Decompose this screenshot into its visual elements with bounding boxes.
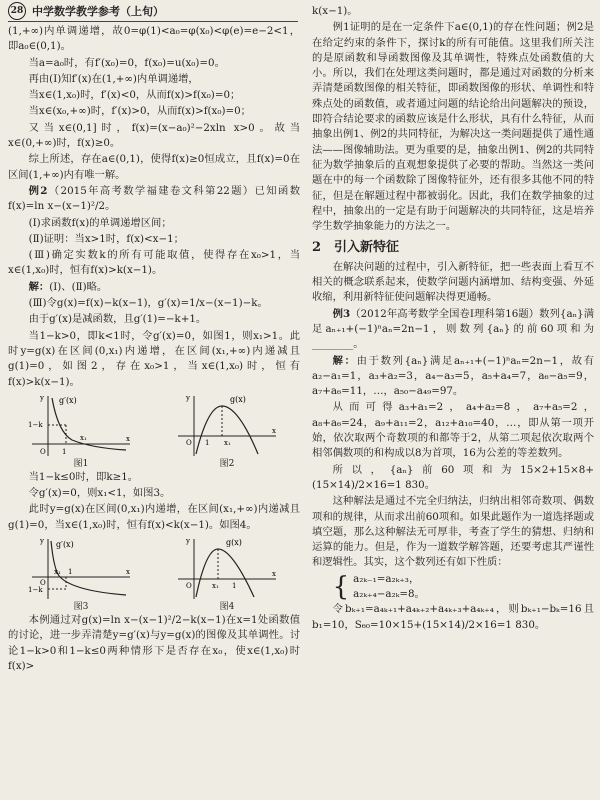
solution-start — [8, 280, 300, 295]
figure-1-tick: 1−k — [28, 420, 43, 429]
example-2-label: 例2 — [28, 184, 48, 197]
figure-4-one: 1 — [232, 582, 237, 591]
left-para: 此时y=g(x)在区间(0,x₁)内递增，在区间(x₁,+∞)内递减且g(1)=0，当x∈(1,x₀)时，恒有f(x)<k(x−1)。如图4。 — [8, 503, 300, 531]
figure-1-yaxis: y — [40, 393, 44, 402]
figure-3-graph — [26, 535, 136, 601]
right-para: 令bₖ₊₁=a₄ₖ₊₁+a₄ₖ₊₂+a₄ₖ₊₃+a₄ₖ₊₄，则bₖ₊₁−bₖ=16且b₁=10，S₆₀=10×15+(15×14)/2×16=1 830。 — [312, 603, 594, 631]
left-para: 再由(Ⅰ)知f′(x)在(1,+∞)内单调递增， — [28, 72, 199, 85]
example-3-label: 例3 — [332, 307, 351, 320]
example-2 — [8, 184, 300, 215]
figure-1-xaxis: x — [126, 434, 130, 443]
figure-row-1 — [8, 392, 300, 470]
equation-lines — [353, 572, 425, 603]
right-para: 在解决问题的过程中，引入新特征，把一些表面上看互不相关的概念联系起来，使数学问题内涵增加、结构变强、外延收缩，利用新特征使问题解决得更通畅。 — [312, 260, 594, 304]
brace-symbol: { — [332, 571, 350, 602]
figure-3-one: 1 — [68, 568, 73, 577]
figure-4-ylabel: g(x) — [226, 538, 242, 548]
right-para: 所以，{aₙ}前60项和为15×2+15×8+(15×14)/2×16=1 830。 — [312, 463, 594, 491]
solution-3-text: 由于数列{aₙ}满足aₙ₊₁+(−1)ⁿaₙ=2n−1，故有a₂−a₁=1，a₃+a₂=3，a₄−a₃=5，a₅+a₄=7，a₆−a₅=9，a₇+a₆=11，…，a₅₀−a₄₉=97。 — [312, 354, 595, 398]
right-para: 例1证明的是在一定条件下a∈(0,1)的存在性问题；例2是在给定约束的条件下，探讨k的所有可能值。这里我们所关注的是原函数和导函数图像及其单调性，特殊点处函数值的大小。所以，我们在处理这类问题时，都是通过对函数的分析来弄清楚函数图像的相关特征，即函数图像的形状、单调性和特殊点处的函数值，或者通过问题的结论给出问题解决的预设，即符合结论要求的函数应该是什么形状，具有什么特征，从而抽象出例1、例2的共同特征，为解决这一类问题提供了通性通法——图像辅助法。更为重要的是，抽象出例1、例2的共同特征为数学抽象后的直观想象提供了必要的帮助。当然这一类问题在中的每一个函数除了图像特征外，还有很多其他不同的特征，但是在解题过程中都被弱化。因此，我们在数学抽象的过程中，抽象出的一定是有助于问题解决的共同特征，这是培养学生数学抽象能力的方法之一。 — [312, 21, 594, 233]
example-3 — [312, 307, 594, 353]
left-para-last: 本例通过对g(x)=ln x−(x−1)²/2−k(x−1)在x=1处函数值的讨论，进一步弄清楚y=g′(x)与y=g(x)的图像及其单调性。讨论1−k>0和1−k≤0两种情形下是否存在x₀，使x∈(1,x₀)时f(x)> — [8, 614, 300, 672]
figure-2-caption: 图2 — [219, 458, 235, 469]
left-para: 令g′(x)=0，则x₁<1，如图3。 — [28, 487, 171, 500]
figure-3-xaxis: x — [126, 568, 130, 577]
figure-4-graph — [172, 535, 282, 601]
figure-2-xaxis: x — [272, 426, 276, 435]
figure-1-caption: 图1 — [73, 458, 89, 469]
figure-2-graph — [172, 392, 282, 458]
figure-4-x1: x₁ — [212, 582, 219, 591]
figure-1-one: 1 — [62, 447, 67, 456]
figure-1-origin: O — [40, 447, 46, 456]
figure-4-xaxis: x — [272, 570, 276, 579]
figure-3-x1: x₁ — [54, 568, 61, 577]
left-para: 当a=a₀时，有f′(x₀)=0，f(x₀)=u(x₀)=0。 — [28, 56, 225, 69]
figure-3-yaxis: y — [40, 537, 44, 546]
figure-3 — [26, 535, 136, 613]
example-3-text: （2012年高考数学全国卷Ⅰ理科第16题）数列{aₙ}满足aₙ₊₁+(−1)ⁿaₙ=2n−1，则数列{aₙ}的前60项和为________。 — [312, 307, 594, 351]
figure-3-tick: 1−k — [28, 586, 43, 595]
figure-3-caption: 图3 — [73, 602, 89, 613]
page-number: 28 — [8, 2, 26, 20]
left-para: 当1−k>0，即k<1时，令g′(x)=0，如图1，则x₁>1。此时y=g(x)在区间(0,x₁)内递增，在区间(x₁,+∞)内递减且g(1)=0，如图2，存在x₀>1，当x∈(1,x₀)时，恒有f(x)>k(x−1)。 — [8, 329, 300, 388]
left-column — [8, 24, 300, 675]
right-para: 这种解法是通过不完全归纳法，归纳出相邻奇数项、偶数项和的规律，从而求出前60项和。如果此题作为一道选择题或填空题，那么这种解法无可厚非，考查了学生的猜想、归纳和运算的能力。但是，作为一道数学解答题，还要考虑其严谨性和逻辑性。其实，这个数列还有如下性质： — [312, 495, 594, 569]
solution-3 — [312, 354, 594, 400]
solution-label: 解： — [28, 280, 50, 293]
left-para: 当1−k≤0时，即k≥1。 — [28, 470, 139, 483]
left-para: 由于g′(x)是减函数，且g′(1)=−k+1。 — [28, 313, 207, 326]
figure-2-origin: O — [186, 438, 192, 447]
example-2-item: (Ⅰ)求函数f(x)的单调递增区间； — [28, 216, 172, 229]
figure-2 — [172, 392, 282, 470]
figure-1-graph — [26, 392, 136, 458]
left-para: 又当x∈(0,1]时，f(x)=(x−a₀)²−2xln x>0。故当x∈(0,+∞)时，f(x)≥0。 — [8, 121, 300, 150]
figure-1 — [26, 392, 136, 470]
figure-row-2 — [8, 535, 300, 613]
left-para: (Ⅲ)令g(x)=f(x)−k(x−1)，g′(x)=1/x−(x−1)−k。 — [28, 297, 268, 310]
figure-4-caption: 图4 — [219, 602, 235, 613]
equation-line: a₂ₖ₋₁=a₂ₖ₊₃， — [353, 572, 420, 585]
example-2-item: (Ⅱ)证明：当x>1时，f(x)<x−1； — [28, 232, 184, 245]
header-rule — [8, 21, 298, 22]
figure-1-ylabel: g′(x) — [59, 395, 77, 405]
example-2-item: (Ⅲ)确定实数k的所有可能取值，使得存在x₀>1，当x∈(1,x₀)时，恒有f(x)>k(x−1)。 — [8, 249, 300, 277]
right-top: k(x−1)。 — [312, 5, 358, 17]
figure-3-ylabel: g′(x) — [56, 540, 74, 550]
figure-4-yaxis: y — [186, 537, 190, 546]
right-column — [312, 4, 594, 634]
figure-2-one: 1 — [205, 438, 210, 447]
page-header — [8, 2, 164, 20]
left-para: 当x∈(x₀,+∞)时，f′(x)>0，从而f(x)>f(x₀)=0； — [28, 105, 251, 118]
figure-2-yaxis: y — [186, 393, 190, 402]
example-2-source: （2015年高考数学福建卷文科第22题）已知函数f(x)=ln x−(x−1)²/2。 — [8, 184, 300, 213]
solution-first: (Ⅰ)、(Ⅱ)略。 — [49, 280, 108, 293]
section-heading: 2 引入新特征 — [312, 240, 400, 256]
figure-3-origin: O — [40, 579, 46, 588]
figure-1-x1: x₁ — [80, 433, 87, 442]
figure-4-origin: O — [186, 582, 192, 591]
left-para: 综上所述，存在a∈(0,1)，使得f(x)≥0恒成立，且f(x)=0在区间(1,+∞)内有唯一解。 — [8, 153, 300, 181]
equation-line: a₂ₖ₊₄−a₂ₖ=8。 — [353, 587, 425, 600]
figure-4 — [172, 535, 282, 613]
left-para: 当x∈(1,x₀)时，f′(x)<0，从而f(x)>f(x₀)=0； — [28, 89, 241, 102]
figure-2-x1: x₁ — [224, 438, 231, 447]
equation-system — [333, 572, 594, 603]
figure-2-ylabel: g(x) — [230, 394, 246, 404]
journal-name: 中学数学教学参考（上旬） — [32, 5, 164, 18]
right-para: 从而可得a₃+a₁=2，a₄+a₂=8，a₇+a₅=2，a₈+a₆=24，a₉+a₁₁=2，a₁₂+a₁₀=40，…，即从第一项开始，依次取两个奇数项的和都等于2，从第二项起依次取两个相邻偶数项的和构成以8为首项，16为公差的等差数列。 — [312, 401, 594, 460]
solution-3-label: 解： — [332, 354, 357, 367]
left-para: (1,+∞)内单调递增，故0=φ(1)<a₀=φ(x₀)<φ(e)=e−2<1，即a₀∈(0,1)。 — [8, 25, 300, 53]
